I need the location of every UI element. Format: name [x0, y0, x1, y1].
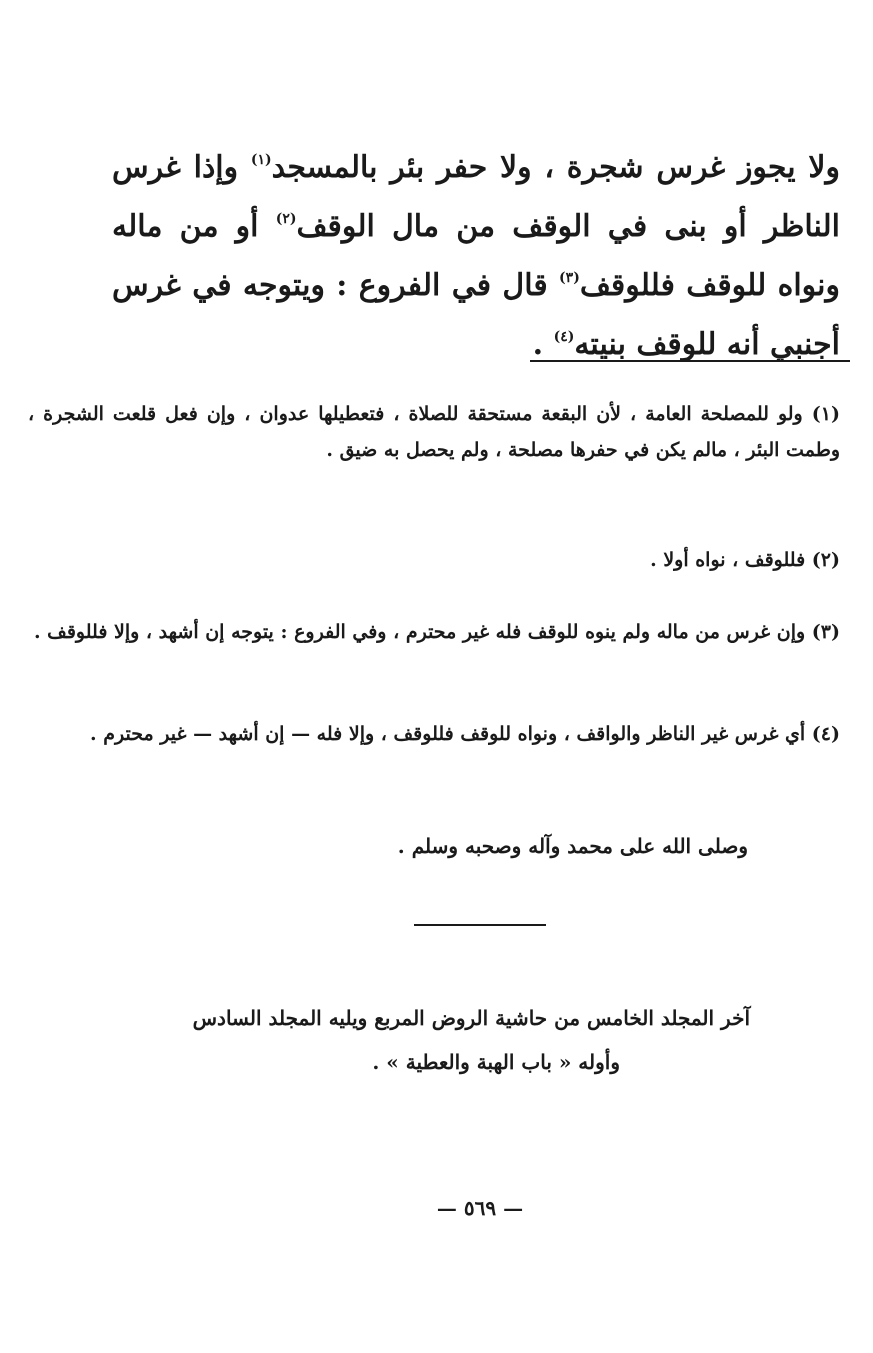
footnote-3: [28, 614, 840, 650]
footnote-text-4: أي غرس غير الناظر والواقف ، ونواه للوقف فللوقف ، وإلا فله — إن أشهد — غير محترم .: [90, 723, 806, 745]
footnote-2: [28, 542, 840, 578]
footnote-separator: [530, 360, 850, 362]
footnote-ref-2[interactable]: (٢): [275, 211, 297, 227]
footnote-text-3: وإن غرس من ماله ولم ينوه للوقف فله غير محترم ، وفي الفروع : يتوجه إن أشهد ، وإلا فللوقف .: [33, 621, 806, 643]
closing-prayer: وصلى الله على محمد وآله وصحبه وسلم .: [397, 834, 748, 858]
footnote-number-4: (٤): [811, 723, 840, 745]
footnote-ref-1[interactable]: (١): [250, 152, 272, 168]
footnote-ref-3[interactable]: (٣): [559, 270, 580, 286]
footnote-number-3: (٣): [811, 621, 840, 643]
volume-end-note: [190, 996, 750, 1084]
main-segment-2: وإذا غرس الناظر أو بنى في الوقف من مال الوقف: [112, 150, 841, 244]
footnote-number-2: (٢): [811, 549, 840, 571]
main-segment-4: قال في الفروع : ويتوجه في غرس أجنبي أنه للوقف بنيته: [112, 268, 840, 362]
main-segment-end: .: [532, 327, 554, 362]
footnote-1: [28, 396, 840, 468]
footnote-4: [28, 716, 840, 752]
footnote-ref-4[interactable]: (٤): [553, 329, 575, 345]
main-segment-1: ولا يجوز غرس شجرة ، ولا حفر بئر بالمسجد: [271, 150, 840, 185]
footnote-text-2: فللوقف ، نواه أولا .: [650, 549, 806, 571]
main-paragraph: [112, 138, 840, 374]
footnote-number-1: (١): [811, 403, 840, 425]
footnote-text-1: ولو للمصلحة العامة ، لأن البقعة مستحقة للصلاة ، فتعطيلها عدوان ، وإن فعل قلعت الشجرة ، وطمت البئر ، مالم يكن في حفرها مصلحة ، ولم يحصل به ضيق .: [28, 403, 840, 461]
volume-end-line-2: وأوله « باب الهبة والعطية » .: [372, 1050, 620, 1074]
volume-end-line-1: آخر المجلد الخامس من حاشية الروض المربع ويليه المجلد السادس: [192, 1006, 750, 1030]
page-number: — ٥٦٩ —: [436, 1196, 524, 1220]
end-separator: [414, 924, 546, 926]
main-segment-3: أو من ماله ونواه للوقف فللوقف: [112, 209, 841, 303]
